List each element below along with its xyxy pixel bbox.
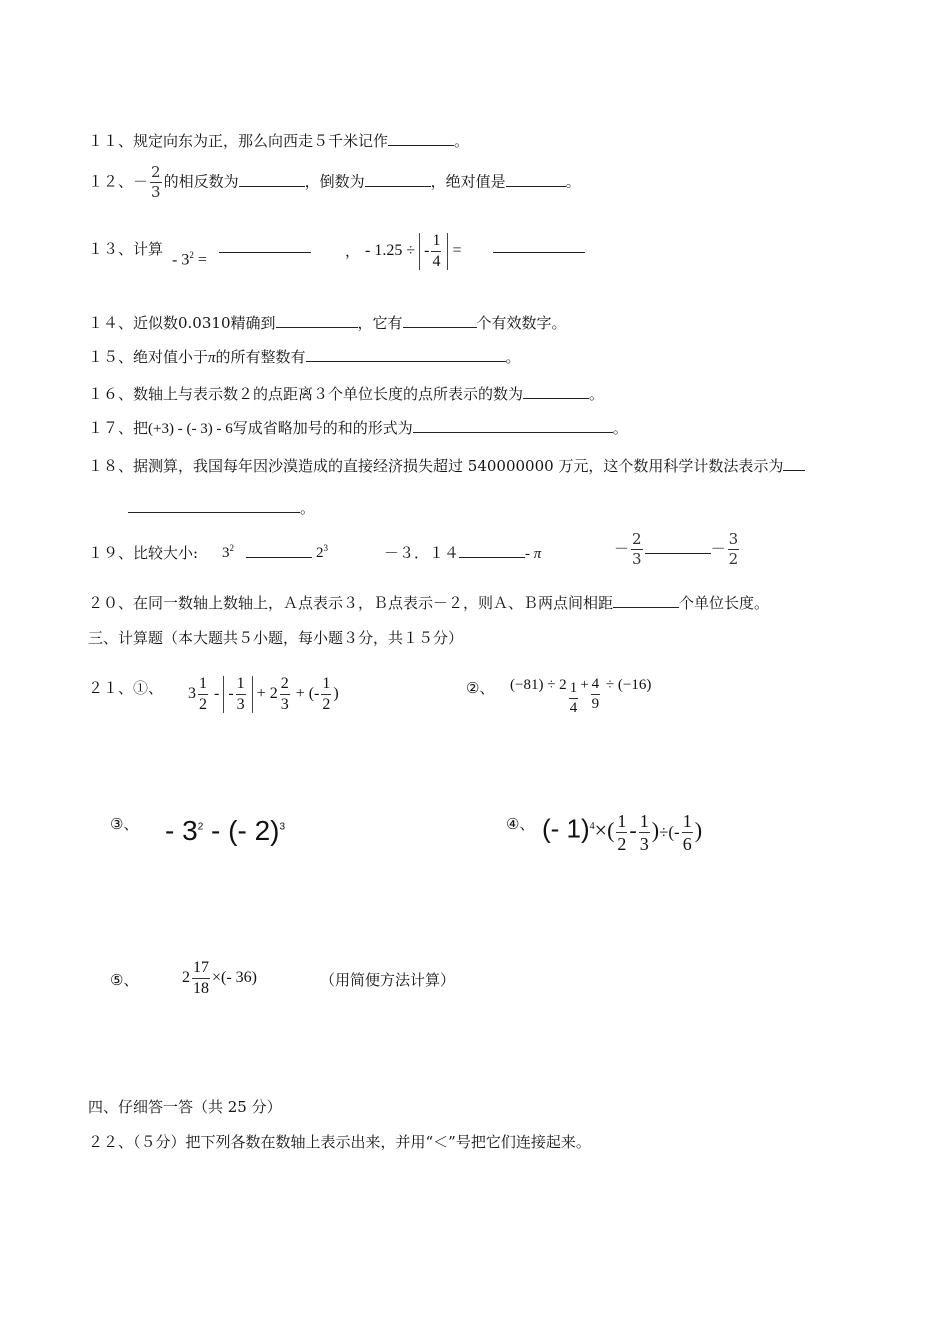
q13-den: 4 [432, 253, 441, 270]
q12-blank-3 [506, 172, 566, 187]
question-11 [88, 130, 469, 151]
q19-d-num2: 3 [728, 530, 739, 548]
q19-compare-a [222, 543, 234, 562]
q21-p5-d: 18 [193, 980, 209, 997]
q13-blank-2 [493, 252, 585, 253]
q21-p1-n2: 1 [236, 676, 246, 695]
q17-blank [413, 418, 613, 433]
q21-p1-d1: 2 [199, 696, 207, 713]
q19-blank-2 [459, 543, 525, 558]
q21-p1-expr [188, 676, 339, 713]
q21-p5-expr [182, 960, 257, 997]
q21-p5-note: （用简便方法计算） [320, 971, 456, 989]
q12-blank-2 [365, 172, 431, 187]
q21-p5-rest: ×(- 36) [212, 969, 258, 987]
q17-text-a: １７、把 [88, 419, 149, 437]
question-16 [88, 383, 604, 404]
q19-blank-1-wrap [246, 543, 312, 562]
q21-p4-close: ) [651, 817, 660, 843]
question-20 [88, 592, 769, 613]
q18-text-a: １８、据测算，我国每年因沙漠造成的直接经济损失超过 540000000 万元，这个数用科学计数法表示为 [88, 457, 784, 475]
q21-p4-times: ×( [594, 817, 615, 843]
q17-text-c: 。 [612, 419, 628, 437]
q21-p1-n3: 2 [280, 676, 290, 695]
q21-p4-n2: 1 [639, 811, 649, 831]
q21-p4-a: (- 1) [542, 813, 590, 844]
q13-expr2a: - 1.25 ÷ [365, 242, 416, 260]
q19-compare-d [614, 532, 741, 567]
q19-c-right: - π [525, 546, 542, 562]
q21-p2-expr [510, 677, 651, 716]
q21-p1-paren-open: (- [308, 685, 320, 703]
q19-compare-c [384, 542, 541, 563]
q19-a-exp: 2 [229, 543, 234, 553]
q12-blank-1 [239, 172, 305, 187]
q13-expr1-exp: 2 [189, 250, 194, 260]
q18-text-b: 。 [300, 499, 316, 517]
q20-text-a: ２０、在同一数轴上数轴上，Ａ点表示３，Ｂ点表示－２，则Ａ、Ｂ两点间相距 [88, 594, 614, 612]
q21-p4-div: ÷(- [659, 822, 680, 842]
q19-c-left: －３．１４ [384, 544, 460, 562]
q21-p4-minus: - [629, 817, 637, 843]
q21-p4-label: ④、 [506, 815, 535, 833]
q21-p4-n1: 1 [617, 811, 627, 831]
q13-eq: = [197, 251, 207, 269]
q21-p2-b: ÷ (−16) [605, 677, 652, 693]
q21-p1-d2: 3 [236, 696, 245, 713]
q12-text-b: ，倒数为 [304, 172, 365, 191]
question-22: ２２、（５分）把下列各数在数轴上表示出来，并用“＜”号把它们连接起来。 [88, 1133, 591, 1151]
q21-p1-n1: 1 [198, 676, 208, 695]
q21-p1-minus: - [214, 685, 220, 703]
question-14 [88, 312, 567, 333]
q13-num: 1 [431, 233, 441, 252]
q15-text-a: １５、绝对值小于 [88, 348, 209, 366]
q21-p2-frac-2 [591, 677, 601, 712]
q13-expr1-base: - 3 [172, 251, 190, 269]
q19-d-minus-1: － [614, 539, 630, 558]
q12-num: 2 [151, 163, 161, 181]
q21-p1-frac-1 [198, 676, 208, 713]
q19-b-exp: 3 [323, 543, 328, 553]
q13-fraction [431, 233, 441, 270]
q21-p2-d1: 4 [569, 700, 578, 716]
q14-text-a: １４、近似数0.0310精确到 [88, 314, 276, 332]
q19-d-minus-2: － [710, 539, 726, 558]
q13-abs-bars [419, 233, 448, 270]
q13-blank-1 [219, 252, 311, 253]
q19-blank-1 [246, 543, 312, 558]
section-4-title: 四、仔细答一答（共 25 分） [88, 1098, 282, 1116]
q18-blank-b [128, 498, 300, 513]
q19-d-den1: 3 [632, 550, 642, 568]
question-12 [88, 165, 581, 200]
q13-sep: ， [345, 242, 361, 260]
q15-blank [306, 347, 506, 362]
q13-expr-2 [365, 233, 461, 270]
q21-p1-frac-4 [321, 676, 331, 713]
q11-end: 。 [454, 132, 470, 150]
q13-expr-1 [172, 250, 207, 269]
q14-blank-1 [276, 313, 358, 328]
question-18 [88, 455, 805, 476]
q19-d-frac-2 [728, 532, 740, 567]
q16-text-a: １６、数轴上与表示数２的点距离３个单位长度的点所表示的数为 [88, 385, 524, 403]
q21-p4-n3: 1 [682, 811, 692, 831]
q21-label: ２１、①、 [88, 679, 164, 697]
q17-text-b: 写成省略加号的和的形式为 [232, 419, 413, 437]
q21-p4-frac-3 [682, 812, 693, 853]
q21-p4-close2: ) [694, 817, 703, 843]
q21-p4-d2: 3 [639, 834, 649, 854]
q11-blank [388, 131, 454, 146]
q21-p5-w: 2 [182, 969, 190, 987]
q21-p3-label: ③、 [110, 815, 139, 833]
q21-p2-label: ②、 [466, 679, 495, 697]
q21-p4-d1: 2 [617, 834, 627, 854]
question-13-label [88, 238, 163, 259]
q21-p3-e2: 3 [279, 821, 286, 833]
q19-b-base: 2 [316, 545, 324, 561]
q21-p2-frac-1 [569, 681, 579, 716]
q21-p1-w3: 2 [269, 685, 278, 703]
q19-d-den2: 2 [728, 550, 739, 568]
q12-fraction [150, 165, 162, 200]
q21-p1-frac-2 [236, 676, 246, 713]
q21-p5-n: 17 [192, 960, 210, 979]
q21-p4-frac-1 [616, 812, 627, 853]
q15-text-c: 。 [505, 348, 521, 366]
q21-p4-expr [542, 812, 702, 853]
question-17 [88, 417, 628, 438]
q21-p3-expr [165, 815, 285, 847]
q21-p1-plus2: + [295, 685, 305, 703]
q18-blank-a [783, 456, 805, 471]
q13-prefix: １３、计算 [88, 240, 164, 258]
q16-blank [523, 384, 589, 399]
q21-p2-n1: 1 [569, 681, 579, 699]
q11-text: １１、规定向东为正，那么向西走５千米记作 [88, 132, 389, 150]
q19-d-num1: 2 [632, 530, 642, 548]
q12-text-a: 的相反数为 [163, 172, 239, 191]
q20-text-b: 个单位长度。 [679, 594, 770, 612]
q15-pi: π [208, 350, 216, 366]
q21-p2-n2: 4 [591, 677, 601, 695]
q21-p2-plus: + [580, 677, 589, 693]
q17-expr: (+3) - (- 3) - 6 [148, 421, 233, 437]
q19-d-frac-1 [631, 532, 643, 567]
q21-p1-d4: 2 [322, 696, 331, 713]
q16-text-b: 。 [589, 385, 605, 403]
q21-p5-label: ⑤、 [110, 971, 139, 989]
q14-text-c: 个有效数字。 [476, 314, 567, 332]
q19-a-base: 3 [222, 545, 230, 561]
q21-p1-d3: 3 [280, 696, 289, 713]
q21-p3-b: - (- 2) [211, 815, 280, 846]
q21-p1-plus: + [256, 685, 266, 703]
q13-eq2: = [452, 242, 462, 260]
section-3-title: 三、计算题（本大题共５小题，每小题３分，共１５分） [88, 629, 464, 647]
q21-p4-frac-2 [639, 812, 650, 853]
q20-blank [613, 593, 679, 608]
question-15 [88, 346, 521, 367]
q21-p1-n4: 1 [321, 676, 331, 695]
q21-p1-abs [223, 676, 252, 713]
q21-p3-a: - 3 [165, 815, 198, 846]
q21-p2-d2: 9 [591, 696, 600, 712]
q21-p3-e1: 2 [197, 821, 204, 833]
q21-p1-w1: 3 [188, 685, 196, 703]
q21-p2-a: (−81) ÷ 2 [510, 677, 567, 693]
q12-text-c: ，绝对值是 [430, 172, 506, 191]
q14-text-b: ，它有 [357, 314, 403, 332]
q13-abs-minus: - [424, 242, 430, 260]
q19-compare-b [316, 543, 328, 562]
q19-blank-3 [645, 539, 711, 554]
q21-p1-inner-minus: - [228, 685, 234, 703]
q12-text-d: 。 [565, 172, 581, 191]
q18-continue [128, 497, 315, 518]
q19-prefix: １９、比较大小: [88, 544, 199, 562]
q21-p1-paren-close: ) [333, 685, 339, 703]
q21-p4-e1: 4 [589, 821, 595, 833]
q12-prefix: １２、－ [88, 172, 149, 191]
q21-p4-d3: 6 [682, 834, 692, 854]
q21-p1-frac-3 [280, 676, 290, 713]
q12-den: 3 [151, 183, 161, 201]
q15-text-b: 的所有整数有 [215, 348, 306, 366]
q14-blank-2 [403, 313, 477, 328]
q21-p5-frac [192, 960, 210, 997]
